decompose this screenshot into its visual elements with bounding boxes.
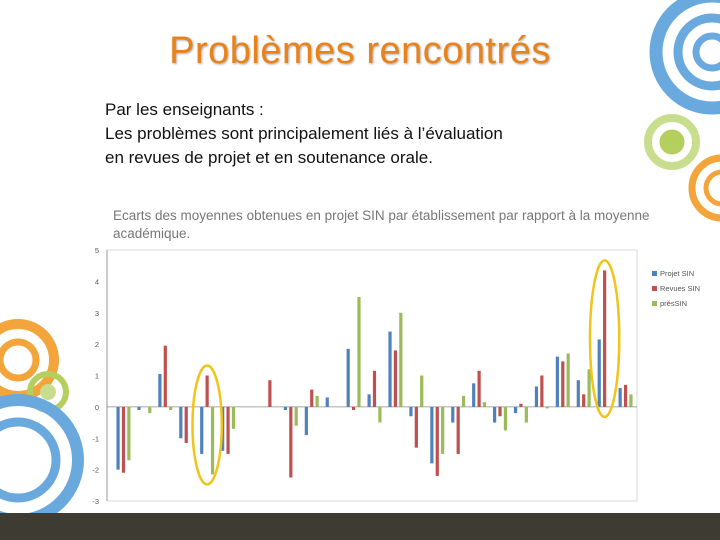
legend-swatch-2 [652,286,657,291]
bar-2-18 [478,371,481,407]
bar-3-10 [316,396,319,407]
bar-3-15 [420,376,423,407]
bar-1-12 [347,349,350,407]
y-tick-label: -2 [92,465,99,475]
legend-label-1: Projet SIN [660,269,695,278]
bar-3-9 [295,407,298,426]
bar-1-14 [388,332,391,407]
bar-2-5 [206,376,209,407]
legend-label-3: présSIN [660,299,688,308]
y-tick-label: 5 [94,246,99,255]
bar-3-25 [629,394,632,407]
bar-3-14 [399,313,402,407]
bar-2-12 [352,407,355,410]
legend-label-2: Revues SIN [660,284,701,293]
bar-2-15 [415,407,418,448]
y-tick-label: 0 [94,402,99,412]
bar-2-20 [519,404,522,407]
bar-3-3 [169,407,172,410]
bar-1-15 [409,407,412,416]
bar-1-23 [577,380,580,407]
bar-1-13 [368,394,371,407]
bar-2-9 [289,407,292,478]
bar-2-6 [226,407,229,454]
bar-2-1 [122,407,125,473]
y-tick-label: -3 [92,497,99,506]
subtitle-heading: Par les enseignants : [105,100,264,119]
bar-2-24 [603,270,606,406]
bar-1-21 [535,386,538,406]
bar-3-12 [357,297,360,407]
y-tick-label: 2 [94,340,99,350]
bar-2-13 [373,371,376,407]
bar-2-3 [164,346,167,407]
subtitle-line-1: Les problèmes sont principalement liés à l’évaluation [105,124,503,143]
bar-3-1 [127,407,130,460]
y-tick-label: 1 [94,371,99,381]
bar-2-17 [457,407,460,454]
bottom-bar [0,513,720,540]
bar-1-22 [556,357,559,407]
bar-2-8 [268,380,271,407]
bar-2-19 [498,407,501,416]
bar-1-1 [116,407,119,470]
bar-3-5 [211,407,214,474]
bar-1-10 [305,407,308,435]
bar-3-19 [504,407,507,431]
bar-3-2 [148,407,151,413]
bar-1-5 [200,407,203,454]
bar-3-6 [232,407,235,429]
bar-3-21 [546,407,549,409]
bar-2-22 [561,361,564,406]
bar-3-18 [483,402,486,407]
chart-caption: Ecarts des moyennes obtenues en projet SIN par établissement par rapport à la moyenne académique. [113,208,650,241]
bar-1-9 [284,407,287,410]
bar-1-2 [137,407,140,410]
bar-3-23 [588,369,591,407]
y-tick-label: -1 [92,434,99,444]
bar-2-16 [436,407,439,476]
bar-2-14 [394,350,397,406]
bar-1-17 [451,407,454,423]
bar-3-16 [441,407,444,454]
y-tick-label: 3 [94,308,99,318]
bar-3-17 [462,396,465,407]
subtitle-line-2: en revues de projet et en soutenance orale. [105,148,433,167]
bar-2-25 [624,385,627,407]
bar-1-20 [514,407,517,413]
y-tick-label: 4 [94,277,99,287]
legend-swatch-3 [652,301,657,306]
bar-2-10 [310,390,313,407]
legend-swatch-1 [652,271,657,276]
bar-3-13 [378,407,381,423]
bar-3-22 [567,354,570,407]
bar-3-20 [525,407,528,423]
bar-1-4 [179,407,182,438]
bar-2-4 [185,407,188,443]
bar-1-3 [158,374,161,407]
bar-1-18 [472,383,475,407]
bar-1-16 [430,407,433,463]
bar-1-24 [598,339,601,406]
bar-2-21 [540,376,543,407]
bar-2-23 [582,394,585,407]
bar-1-19 [493,407,496,423]
bar-1-11 [326,397,329,406]
slide-title: Problèmes rencontrés [169,30,551,72]
bar-1-25 [619,388,622,407]
